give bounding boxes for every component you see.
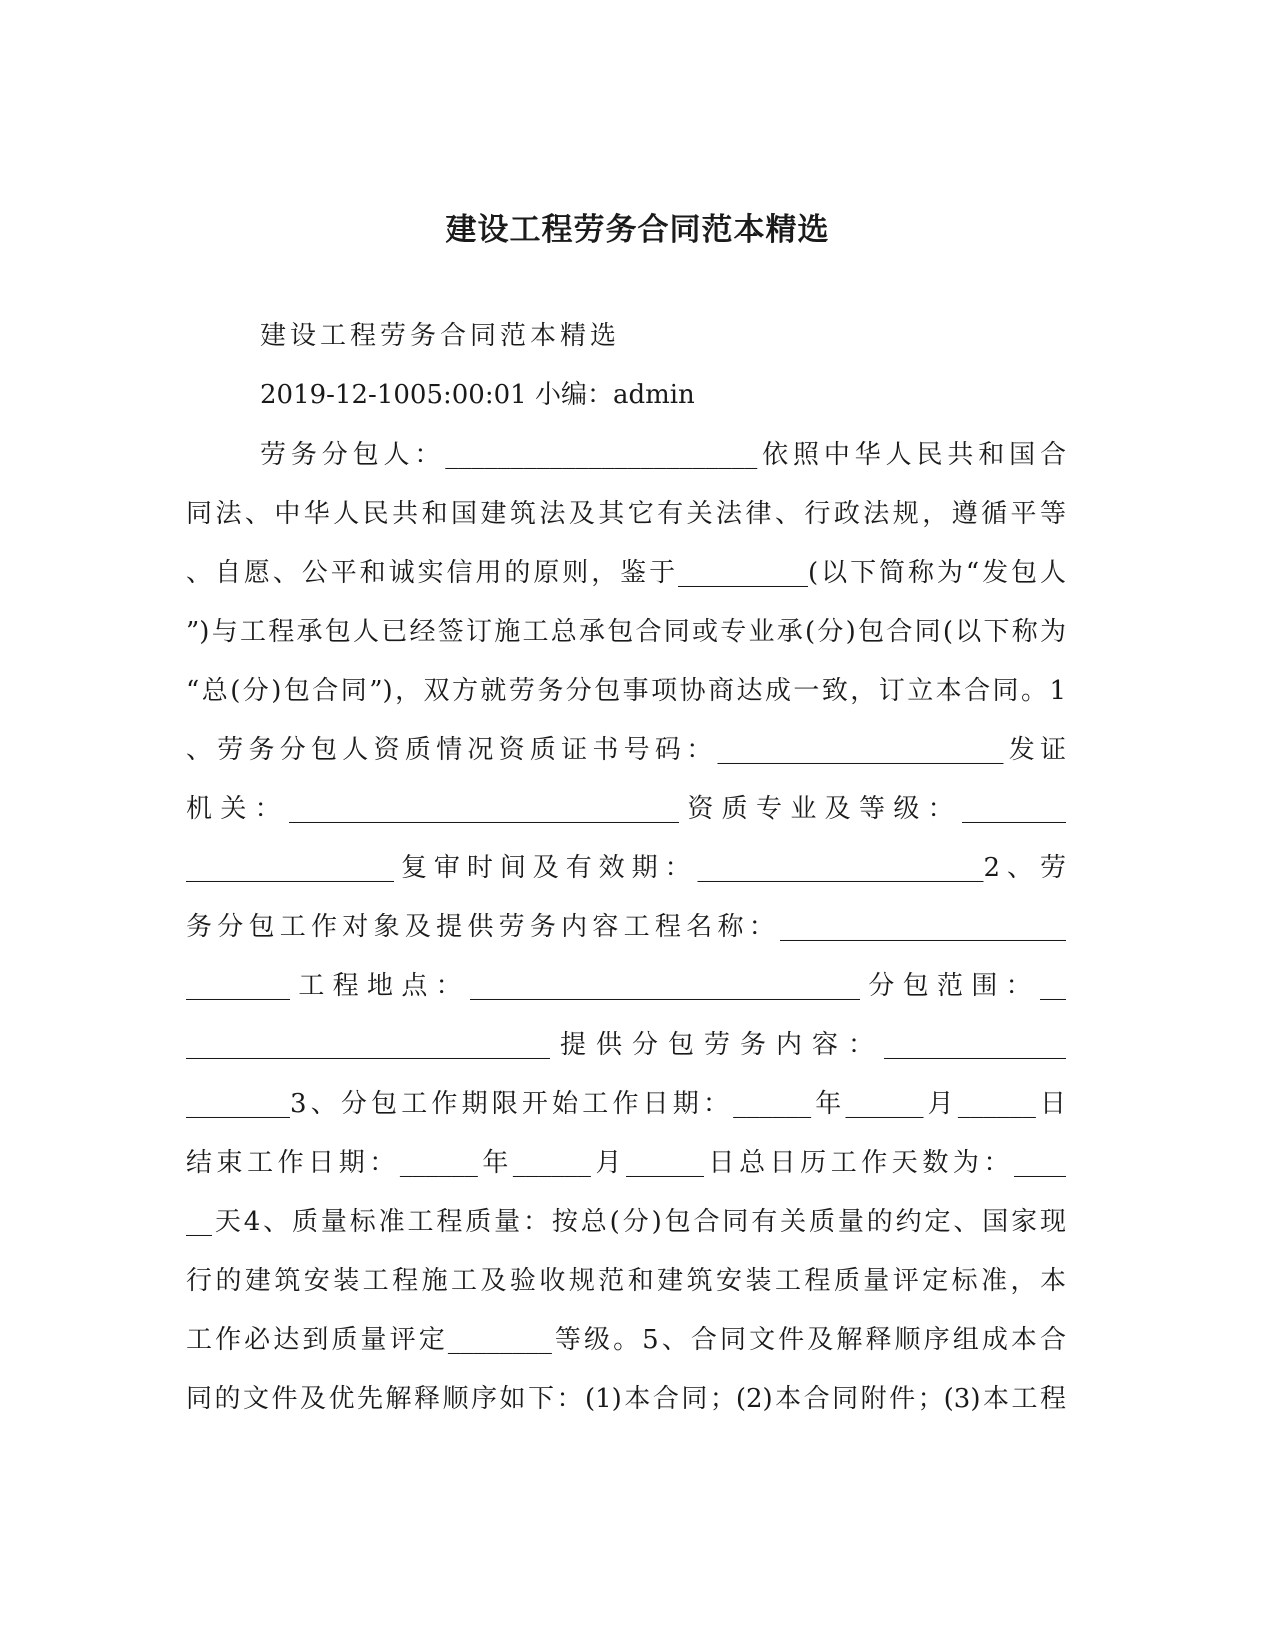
paragraph-line: ________________复审时间及有效期：______________________2、劳 xyxy=(186,853,1066,883)
paragraph-line: ________3、分包工作期限开始工作日期：______年______月______日 xyxy=(186,1089,1066,1119)
paragraph-line: ____________________________提供分包劳务内容：______________ xyxy=(186,1030,1066,1060)
paragraph-line: 、自愿、公平和诚实信用的原则，鉴于__________(以下简称为“发包人 xyxy=(186,558,1066,588)
paragraph-line: 、劳务分包人资质情况资质证书号码：______________________发证 xyxy=(186,735,1066,765)
paragraph-line: 同法、中华人民共和国建筑法及其它有关法律、行政法规，遵循平等 xyxy=(186,499,1066,529)
paragraph-line: ________工程地点：______________________________分包范围：__ xyxy=(186,971,1066,1001)
paragraph-line: 同的文件及优先解释顺序如下：(1)本合同；(2)本合同附件；(3)本工程 xyxy=(186,1384,1066,1414)
paragraph-line: 工作必达到质量评定________等级。5、合同文件及解释顺序组成本合 xyxy=(186,1325,1066,1355)
document-meta: 2019-12-1005:00:01 小编：admin xyxy=(260,380,695,410)
paragraph-line: 务分包工作对象及提供劳务内容工程名称：______________________ xyxy=(186,912,1066,942)
paragraph-line: ”)与工程承包人已经签订施工总承包合同或专业承(分)包合同(以下称为 xyxy=(186,617,1066,647)
paragraph-line: 机关：______________________________资质专业及等级：________ xyxy=(186,794,1066,824)
paragraph-line: “总(分)包合同”)，双方就劳务分包事项协商达成一致，订立本合同。1 xyxy=(186,676,1066,706)
paragraph-line: 行的建筑安装工程施工及验收规范和建筑安装工程质量评定标准，本 xyxy=(186,1266,1066,1296)
paragraph-line: 结束工作日期：______年______月______日总日历工作天数为：____ xyxy=(186,1148,1066,1178)
paragraph-line: __天4、质量标准工程质量：按总(分)包合同有关质量的约定、国家现 xyxy=(186,1207,1066,1237)
document-title: 建设工程劳务合同范本精选 xyxy=(445,212,830,248)
paragraph-line: 劳务分包人：________________________依照中华人民共和国合 xyxy=(260,440,1066,470)
document-subtitle: 建设工程劳务合同范本精选 xyxy=(260,321,621,351)
